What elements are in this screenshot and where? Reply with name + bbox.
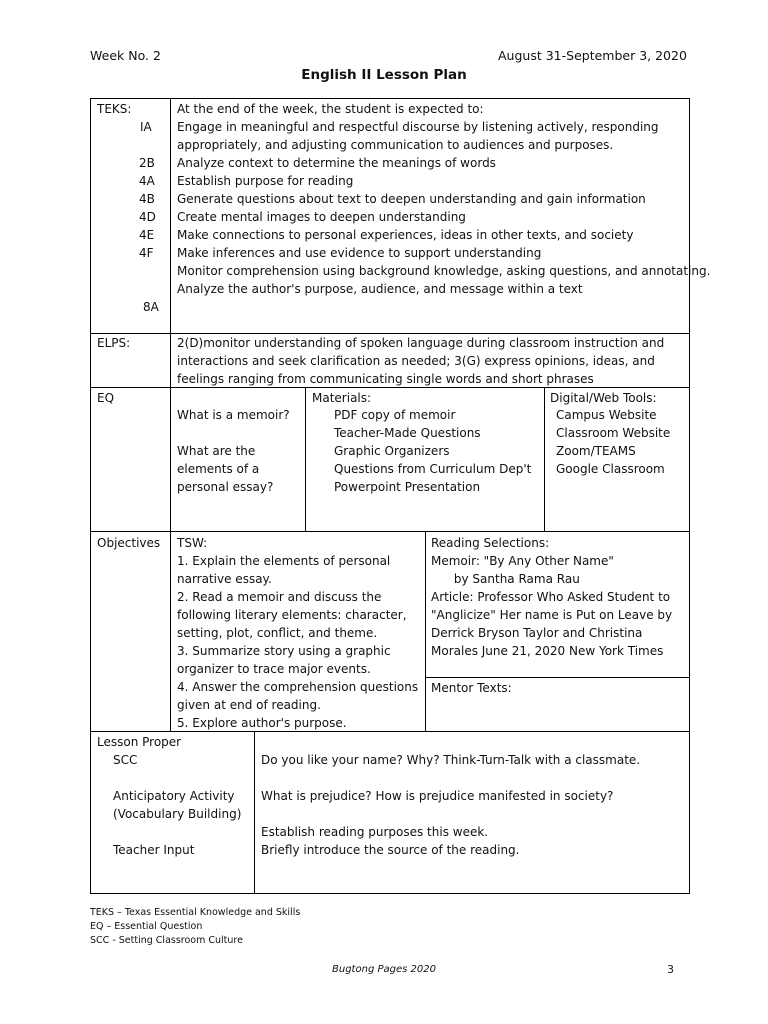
materials-item: Graphic Organizers bbox=[334, 444, 450, 458]
reading-selection-line: "Anglicize" Her name is Put on Leave by bbox=[431, 608, 673, 622]
objective-line: organizer to trace major events. bbox=[177, 662, 371, 676]
elps-text: interactions and seek clarification as needed; 3(G) express opinions, ideas, and bbox=[177, 354, 655, 368]
lesson-step-label: Teacher Input bbox=[113, 843, 195, 857]
lesson-step-text: Briefly introduce the source of the reading. bbox=[261, 843, 520, 857]
objectives-label: Objectives bbox=[97, 536, 161, 550]
objective-line: 4. Answer the comprehension questions bbox=[177, 680, 419, 694]
objective-line: setting, plot, conflict, and theme. bbox=[177, 626, 378, 640]
objective-line: 3. Summarize story using a graphic bbox=[177, 644, 391, 658]
teks-item-text: Engage in meaningful and respectful discourse by listening actively, responding bbox=[177, 120, 659, 134]
eq-question: What are the bbox=[177, 444, 256, 458]
reading-selection-line: Article: Professor Who Asked Student to bbox=[431, 590, 671, 604]
teks-item-text: Generate questions about text to deepen understanding and gain information bbox=[177, 192, 646, 206]
teks-item-text: Monitor comprehension using background knowledge, asking questions, and annotating. bbox=[177, 264, 711, 278]
tools-item: Google Classroom bbox=[556, 462, 665, 476]
teks-code: 4E bbox=[139, 228, 155, 242]
eq-question: What is a memoir? bbox=[177, 408, 290, 422]
teks-code: 8A bbox=[143, 300, 159, 314]
tools-item: Campus Website bbox=[556, 408, 657, 422]
reading-selection-line: Memoir: "By Any Other Name" bbox=[431, 554, 614, 568]
teks-intro: At the end of the week, the student is expected to: bbox=[177, 102, 484, 116]
teks-code: 4B bbox=[139, 192, 155, 206]
elps-text: 2(D)monitor understanding of spoken language during classroom instruction and bbox=[177, 336, 665, 350]
tools-item: Zoom/TEAMS bbox=[556, 444, 636, 458]
mentor-texts-label: Mentor Texts: bbox=[431, 681, 512, 695]
teks-code: 2B bbox=[139, 156, 155, 170]
tools-item: Classroom Website bbox=[556, 426, 671, 440]
eq-question: elements of a bbox=[177, 462, 260, 476]
lesson-proper-heading: Lesson Proper bbox=[97, 735, 182, 749]
footnote: SCC - Setting Classroom Culture bbox=[90, 935, 243, 946]
objective-line: TSW: bbox=[177, 536, 208, 550]
teks-label: TEKS: bbox=[97, 102, 132, 116]
lesson-step-label: Anticipatory Activity bbox=[113, 789, 235, 803]
teks-code: 4F bbox=[139, 246, 154, 260]
elps-label: ELPS: bbox=[97, 336, 131, 350]
objective-line: narrative essay. bbox=[177, 572, 272, 586]
teks-code: IA bbox=[140, 120, 152, 134]
reading-selection-line: by Santha Rama Rau bbox=[431, 572, 580, 586]
page-number: 3 bbox=[667, 963, 674, 976]
lesson-step-text: What is prejudice? How is prejudice manifested in society? bbox=[261, 789, 614, 803]
lesson-step-text: Do you like your name? Why? Think-Turn-Talk with a classmate. bbox=[261, 753, 641, 767]
teks-code: 4D bbox=[139, 210, 156, 224]
footer-source: Bugtong Pages 2020 bbox=[332, 964, 436, 975]
teks-item-text: appropriately, and adjusting communication to audiences and purposes. bbox=[177, 138, 614, 152]
objective-line: 5. Explore author's purpose. bbox=[177, 716, 347, 730]
reading-selection-line: Derrick Bryson Taylor and Christina bbox=[431, 626, 643, 640]
eq-question: personal essay? bbox=[177, 480, 274, 494]
reading-selection-line: Reading Selections: bbox=[431, 536, 550, 550]
footnote: TEKS – Texas Essential Knowledge and Skills bbox=[90, 907, 301, 918]
teks-item-text: Create mental images to deepen understanding bbox=[177, 210, 466, 224]
date-range: August 31-September 3, 2020 bbox=[498, 48, 687, 63]
week-number: Week No. 2 bbox=[90, 48, 161, 63]
objective-line: 2. Read a memoir and discuss the bbox=[177, 590, 382, 604]
materials-item: Teacher-Made Questions bbox=[334, 426, 481, 440]
lesson-step-label: SCC bbox=[113, 753, 138, 767]
materials-item: PDF copy of memoir bbox=[334, 408, 456, 422]
teks-item-text: Make inferences and use evidence to support understanding bbox=[177, 246, 542, 260]
eq-label: EQ bbox=[97, 391, 115, 405]
materials-label: Materials: bbox=[312, 391, 372, 405]
teks-item-text: Establish purpose for reading bbox=[177, 174, 354, 188]
materials-item: Powerpoint Presentation bbox=[334, 480, 481, 494]
objective-line: following literary elements: character, bbox=[177, 608, 407, 622]
reading-selection-line: Morales June 21, 2020 New York Times bbox=[431, 644, 664, 658]
objective-line: 1. Explain the elements of personal bbox=[177, 554, 391, 568]
footnote: EQ – Essential Question bbox=[90, 921, 203, 932]
objective-line: given at end of reading. bbox=[177, 698, 321, 712]
page-title: English II Lesson Plan bbox=[301, 67, 467, 83]
elps-text: feelings ranging from communicating single words and short phrases bbox=[177, 372, 594, 386]
lesson-step-label: (Vocabulary Building) bbox=[113, 807, 242, 821]
lesson-step-text: Establish reading purposes this week. bbox=[261, 825, 489, 839]
tools-label: Digital/Web Tools: bbox=[550, 391, 657, 405]
teks-code: 4A bbox=[139, 174, 155, 188]
teks-item-text: Analyze the author's purpose, audience, and message within a text bbox=[177, 282, 583, 296]
materials-item: Questions from Curriculum Dep't bbox=[334, 462, 532, 476]
teks-item-text: Make connections to personal experiences, ideas in other texts, and society bbox=[177, 228, 634, 242]
teks-item-text: Analyze context to determine the meanings of words bbox=[177, 156, 496, 170]
